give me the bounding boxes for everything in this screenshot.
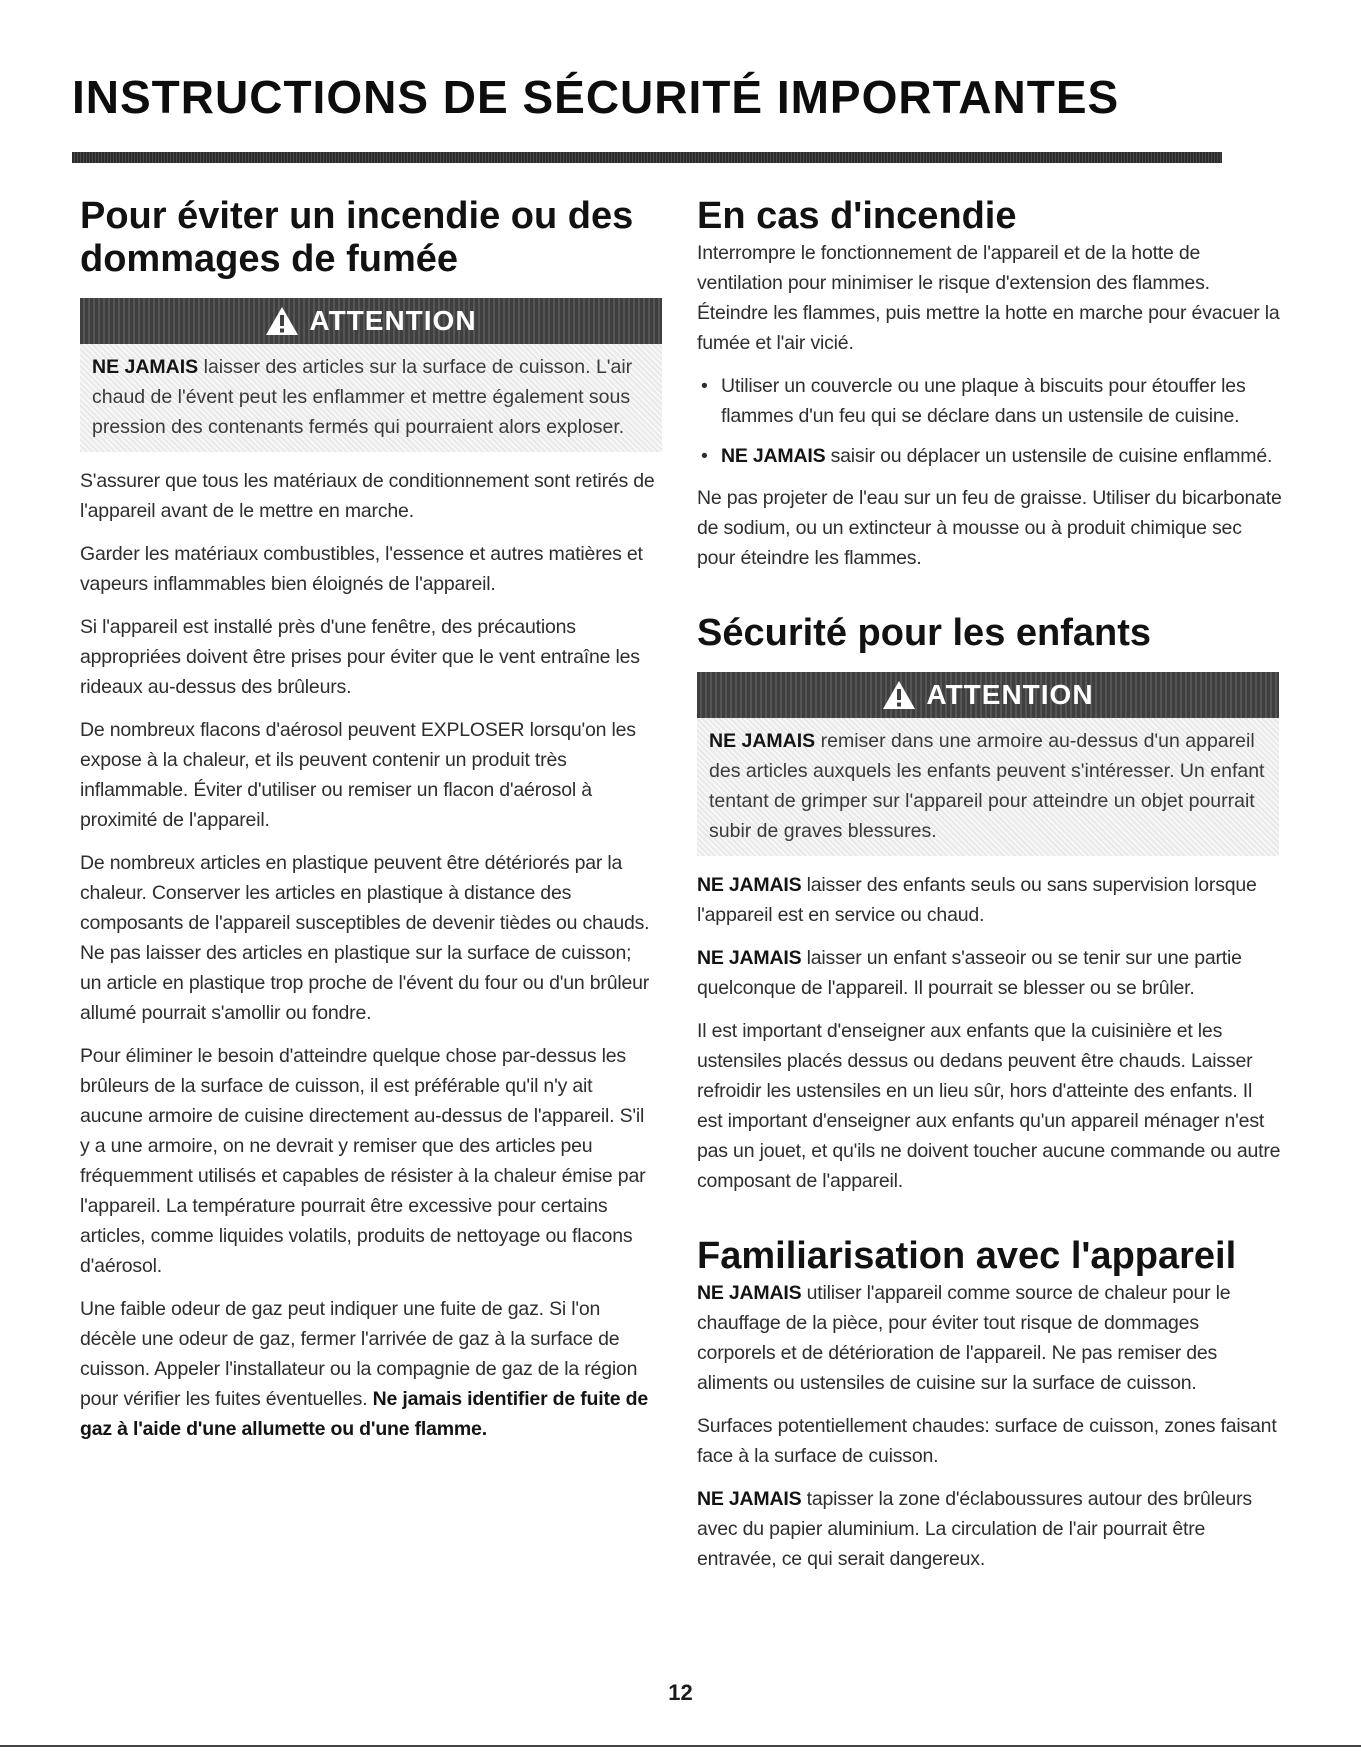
fire-intro: Interrompre le fonctionnement de l'appareil et de la hotte de ventilation pour minimiser le risque d'extension des flammes. Éteindre les flammes, puis mettre la hotte en marche pour évacuer la fumée et l'air vicié.	[697, 241, 1280, 354]
section-heading-children: Sécurité pour les enfants	[697, 611, 1152, 654]
warning-text	[697, 718, 1279, 856]
paragraph: De nombreux flacons d'aérosol peuvent EXPLOSER lorsqu'on les expose à la chaleur, et ils peuvent contenir un produit très inflammable. Éviter d'utiliser ou remiser un flacon d'aérosol à proximité de l'appareil.	[80, 719, 636, 832]
warning-label: ATTENTION	[926, 679, 1094, 711]
gas-leak-text: Une faible odeur de gaz peut indiquer une fuite de gaz. Si l'on décèle une odeur de gaz, fermer l'arrivée de gaz à la surface de cuisson. Appeler l'installateur ou la compagnie de gaz de la région pour vérifier les fuites éventuelles.	[80, 1298, 638, 1411]
gas-leak-warning: Ne jamais identifier de fuite de gaz à l'aide d'une allumette ou d'une flamme.	[80, 1388, 648, 1441]
paragraph	[697, 943, 1282, 1003]
fire-outro: Ne pas projeter de l'eau sur un feu de graisse. Utiliser du bicarbonate de sodium, ou un extincteur à mousse ou à produit chimique sec pour éteindre les flammes.	[697, 486, 1282, 569]
paragraph-text: laisser des enfants seuls ou sans supervision lorsque l'appareil est en service ou chaud.	[697, 874, 1257, 927]
paragraph	[697, 1484, 1282, 1574]
paragraph-text: utiliser l'appareil comme source de chaleur pour le chauffage de la pièce, pour éviter tout risque de dommages corporels et de détérioration de l'appareil. Ne pas remiser des aliments ou ustensiles de cuisine sur la surface de cuisson.	[697, 1281, 1231, 1394]
title-divider	[72, 152, 1222, 163]
paragraph	[697, 1278, 1282, 1398]
paragraph: De nombreux articles en plastique peuvent être détériorés par la chaleur. Conserver les articles en plastique à distance des composants de l'appareil susceptibles de devenir tièdes ou chauds. Ne pas laisser des articles en plastique sur la surface de cuisson; un article en plastique trop proche de l'évent du four ou d'un brûleur allumé pourrait s'amollir ou fondre.	[80, 852, 650, 1025]
bullet-item	[697, 441, 1282, 471]
bullet-item: • Utiliser un couvercle ou une plaque à biscuits pour étouffer les flammes d'un feu qui se déclare dans un ustensile de cuisine.	[697, 371, 1282, 431]
paragraph-lead: NE JAMAIS	[697, 874, 802, 897]
warning-lead: NE JAMAIS	[709, 730, 816, 753]
warning-box	[80, 298, 662, 452]
paragraph-text: laisser un enfant s'asseoir ou se tenir sur une partie quelconque de l'appareil. Il pourrait se blesser ou se brûler.	[697, 947, 1242, 1000]
bullet-text: saisir ou déplacer un ustensile de cuisine enflammé.	[830, 444, 1273, 467]
section-heading-fire-prevention: Pour éviter un incendie ou des dommages de fumée	[80, 195, 634, 280]
right-column	[697, 195, 1282, 1587]
paragraph: Il est important d'enseigner aux enfants que la cuisinière et les ustensiles placés dessus ou dedans peuvent être chauds. Laisser refroidir les ustensiles en un lieu sûr, hors d'atteinte des enfants. Il est important d'enseigner aux enfants qu'un appareil ménager n'est pas un jouet, et qu'ils ne doivent toucher aucune commande ou autre composant de l'appareil.	[697, 1020, 1281, 1193]
warning-label: ATTENTION	[309, 305, 477, 337]
warning-lead: NE JAMAIS	[92, 356, 199, 379]
paragraph: Garder les matériaux combustibles, l'essence et autres matières et vapeurs inflammables bien éloignés de l'appareil.	[80, 543, 643, 596]
bottom-divider	[0, 1745, 1361, 1747]
paragraph	[697, 870, 1282, 930]
paragraph: S'assurer que tous les matériaux de conditionnement sont retirés de l'appareil avant de le mettre en marche.	[80, 470, 655, 523]
warning-box	[697, 672, 1279, 856]
page-title: INSTRUCTIONS DE SÉCURITÉ IMPORTANTES	[72, 71, 1120, 123]
paragraph-lead: NE JAMAIS	[697, 947, 802, 970]
paragraph-lead: NE JAMAIS	[697, 1487, 802, 1510]
warning-triangle-icon	[882, 680, 916, 710]
section-heading-fire: En cas d'incendie	[697, 195, 1017, 237]
fire-bullets	[697, 371, 1282, 471]
bullet-lead: NE JAMAIS	[721, 444, 826, 467]
left-column	[80, 195, 655, 1457]
paragraph: Surfaces potentiellement chaudes: surface de cuisson, zones faisant face à la surface de cuisson.	[697, 1414, 1277, 1467]
warning-header	[697, 672, 1279, 718]
warning-body: laisser des articles sur la surface de cuisson. L'air chaud de l'évent peut les enflammer et mettre également sous pression des contenants fermés qui pourraient alors exploser.	[92, 356, 633, 439]
page-number: 12	[668, 1680, 693, 1705]
paragraph-text: tapisser la zone d'éclaboussures autour des brûleurs avec du papier aluminium. La circulation de l'air pourrait être entravée, ce qui serait dangereux.	[697, 1487, 1252, 1570]
paragraph-lead: NE JAMAIS	[697, 1281, 802, 1304]
gas-leak-paragraph	[80, 1294, 655, 1444]
warning-triangle-icon	[265, 306, 299, 336]
paragraph: Pour éliminer le besoin d'atteindre quelque chose par-dessus les brûleurs de la surface de cuisson, il est préférable qu'il n'y ait aucune armoire de cuisine directement au-dessus de l'appareil. S'il y a une armoire, on ne devrait y remiser que des articles peu fréquemment utilisés et capables de résister à la chaleur émise par l'appareil. La température pourrait être excessive pour certains articles, comme liquides volatils, produits de nettoyage ou flacons d'aérosol.	[80, 1045, 646, 1278]
warning-text	[80, 344, 662, 452]
warning-header	[80, 298, 662, 344]
paragraph: Si l'appareil est installé près d'une fenêtre, des précautions appropriées doivent être prises pour éviter que le vent entraîne les rideaux au-dessus des brûleurs.	[80, 616, 640, 699]
section-heading-familiarisation: Familiarisation avec l'appareil	[697, 1235, 1237, 1278]
warning-body: remiser dans une armoire au-dessus d'un appareil des articles auxquels les enfants peuvent s'intéresser. Un enfant tentant de grimper sur l'appareil pour atteindre un objet pourrait subir de graves blessures.	[709, 730, 1265, 843]
